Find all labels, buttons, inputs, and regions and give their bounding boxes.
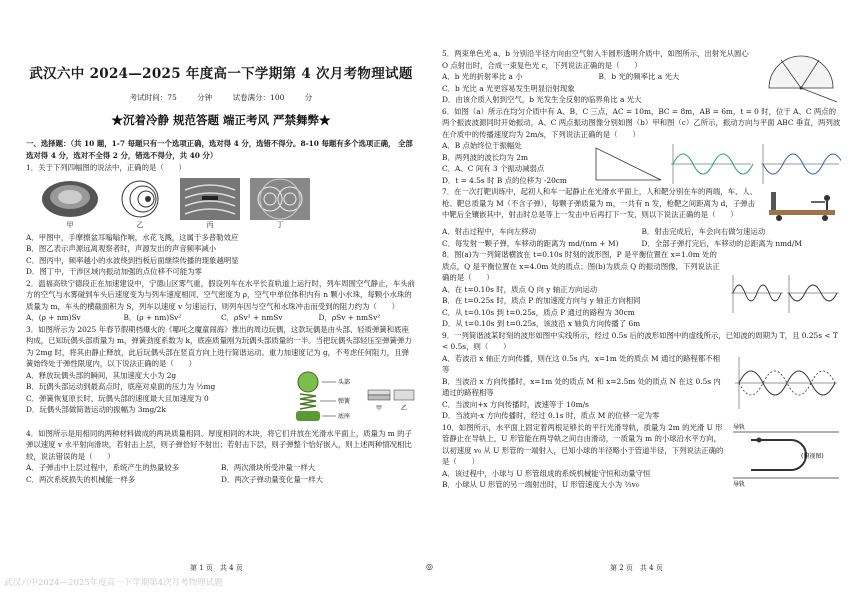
q1-figure-jia (40, 178, 100, 230)
left-page (0, 0, 430, 596)
q5-text (442, 48, 755, 106)
watermark: 武汉六中2024—2025年度高一下学期第4次月考物理试题 (4, 578, 223, 588)
q10-stem: 10．如图所示，水平面上固定着两根足够长的平行光滑导轨，质量为 2m 的光滑 U 形管静止在导轨上，U 形管能在两导轨之间自由滑动，一质量为 m 的小球沿水平方向，以初速度 v₀ 从 U 形管的一端射入，已知小球的半径略小于管道半径，下列说法正确的是（ ） (442, 422, 724, 466)
q1-figure-bing (180, 178, 240, 230)
binding-mark-icon: ◎ (426, 562, 433, 571)
q9-option-d: D．当波向-x 方向传播时，经过 0.1s 时，质点 M 的位移一定为零 (442, 411, 660, 420)
q1-option-c: C．图丙中，频率越小的水波绕到挡板后面继续传播的现象越明显 (26, 255, 239, 265)
q6-option-c: C．A、C 间有 3 个振动减弱点 (442, 164, 545, 173)
q4-options (26, 462, 416, 485)
q9-stem: 9．一列简谐波某时刻的波形如图中实线所示，经过 0.5s 后的波形如图中的虚线所示，已知波的周期为 T，且 0.25s < T < 0.5s，则（ ） (442, 330, 838, 351)
q2-option-b: B．(ρ + nm)Sv² (123, 313, 182, 322)
q3-option-c: C．弹簧恢复原长时，玩偶头部的速度最大且加速度为 0 (26, 393, 209, 403)
q6-stem: 6．如图（a）所示在均匀介质中有 A、B、C 三点，AC = 10m，BC = 8m，AB = 6m，t = 0 时，位于 A、C 两点的两个振波波源同时开始振动，A、C 两点振动图像分别如图（b）甲和图（c）乙所示，振动方向与平面 ABC 垂直，两列波在介质中的传播速度均为 2m/s，下列说法正确的是（ ） (442, 106, 841, 139)
q6-option-a: A．B 点始终位于振幅处 (442, 141, 522, 150)
q9-wave-figure (731, 353, 841, 411)
exam-time: 考试时间：75 分钟 (129, 93, 213, 102)
q8-block (442, 249, 841, 330)
q8-option-c: C．从 t=0.10s 到 t=0.25s，质点 P 通过的路程为 30cm (442, 307, 635, 317)
q10-label-rail-top: 导轨 (733, 423, 746, 431)
q7-stem: 7．在一次打靶训练中，起初人和车一起静止在光滑水平面上，人和靶分别在车的两端，车、人、枪、靶总质量为 M（不含子弹），每颗子弹质量为 m，一共有 n 发，枪靶之间距离为 d，子弹击中靶后全镶嵌其中，射击时总是等上一发击中后再打下一发，则以下说法正确的是（ ） (442, 187, 758, 219)
q4-option-b: B．两次滑块所受冲量一样大 (221, 463, 316, 472)
q1-option-b: B．图乙表示声源远离观察者时，声源发出的声音频率减小 (26, 244, 217, 253)
q9-option-c: C．当波向+x 方向传播时，波速等于 10m/s (442, 399, 589, 409)
page-number-right: 第 2 页 共 4 页 (610, 564, 663, 572)
q3-option-a: A．释放玩偶头部的瞬间，其加速度大小为 2g (26, 370, 177, 380)
q3-option-d: D．玩偶头部做简谐运动的振幅为 3mg/2k (26, 405, 166, 414)
q7-option-a: A．射击过程中，车向左移动 (442, 227, 537, 236)
q8-option-b: B．在 t=0.25s 时，质点 P 的加速度方向与 y 轴正方向相同 (442, 296, 641, 305)
q6-block (442, 140, 841, 186)
q10-option-a: A．该过程中，小球与 U 形管组成的系统机械能守恒和动量守恒 (442, 468, 651, 478)
q9-option-b: B．当波沿 x 方向传播时，x=1m 处的质点 M 和 x=2.5m 处的质点 N 在这 0.5s 内通过的路程相等 (442, 376, 721, 397)
q1-label-bing: 丙 (206, 220, 214, 229)
q3-body (26, 370, 416, 428)
q3-options (26, 370, 280, 428)
q2-options (26, 312, 416, 324)
q4-option-a: A．子弹击中上层过程中，系统产生的热量较多 (26, 463, 180, 472)
q1-label-yi: 乙 (136, 220, 144, 229)
q4-option-d: D．两次子弹动量变化量一样大 (221, 474, 324, 484)
q10-label-rail-bottom: 导轨 (733, 480, 746, 488)
q9-option-a: A．若波沿 x 轴正方向传播，则在这 0.5s 内，x=1m 处的质点 M 通过的路程都不相等 (442, 353, 721, 374)
q8-stem: 8．图(a)为一列简谐横波在 t=0.10s 时刻的波形图，P 是平衡位置在 x=1.0m 处的质点，Q 是平衡位置在 x=4.0m 处的质点；图(b)为质点 Q 的振动图像，下列说法正确的是（ ） (442, 250, 720, 282)
q7-options-row2 (442, 238, 841, 250)
q3-label-jia: 甲 (376, 404, 383, 412)
q9-block (442, 353, 841, 422)
q7-option-c: C．每发射一颗子弹，车移动的距离为 md/(nm + M) (442, 238, 619, 248)
spring-toy-figure (286, 370, 416, 428)
q4-stem: 4．如图所示是用相同的两种材料做成的两块质量相同、厚度相同的木块，将它们并放在光滑水平面上，质量为 m 的子弹以速度 v 水平射向滑块，若射击上层，则子弹恰好不射出；若射击下层，则子弹整个恰好嵌入，则上述两种情况相比较，说法错误的是（ ） (26, 428, 412, 461)
q1-label-jia: 甲 (66, 220, 74, 229)
q7-option-d: D．全部子弹打完后，车移动的总距离为 nmd/M (641, 238, 802, 248)
q3-label-yi: 乙 (401, 404, 408, 412)
q6-option-d: D．t = 4.5s 时 B 点的位移为 -20cm (442, 175, 567, 185)
q7-options-row1 (442, 226, 841, 238)
q5-option-c: C．b 光比 a 光更容易发生明显衍射现象 (442, 83, 575, 93)
q5-options-row1 (442, 71, 755, 83)
q4-option-c: C．两次系统损失的机械能一样多 (26, 474, 136, 484)
u-tube-figure (731, 422, 841, 488)
interference-icon (250, 178, 310, 220)
q3-stem: 3．如图所示为 2025 年春节假期档爆火的《哪吒之魔童闹海》推出的周边玩偶，这款玩偶是由头部、轻质弹簧和底座构成，已知玩偶头部质量为 m，弹簧劲度系数为 k，底座质量刚为玩偶头部质量的一半。当把玩偶头部轻压至弹簧弹力为 2mg 时，将其由静止释放，此后玩偶头部在竖直方向上进行简谐运动。重力加速度记为 g，不考虑任何阻力，且弹簧始终处于弹性限度内，以下说法正确的是（ ） (26, 324, 412, 368)
basin-image-icon (40, 178, 100, 220)
q10-text (442, 422, 725, 491)
q1-option-d: D．图丁中，干涉区域内振动加强的点位移不可能为零 (26, 267, 202, 276)
q1-option-a: A．甲图中，手摩擦盆耳嗡嗡作响，水花飞溅，这属于多普勒效应 (26, 232, 239, 242)
exam-score: 试卷满分：100 分 (232, 93, 313, 102)
q1-label-ding: 丁 (276, 220, 284, 229)
q8-option-d: D．从 t=0.10s 到 t=0.25s，该波沿 x 轴负方向传播了 6m (442, 319, 641, 328)
q9-options (442, 353, 725, 422)
q2-stem: 2．温福高铁宁德段正在加速建设中，宁德山区雾气重，假设列车在水平长直轨道上运行时，列车周围空气静止，车头前方的空气与水雾碰到车头后速度变为与列车速度相同，空气密度为 ρ，空气中单位体积内有 n 颗小水珠，每颗小水珠的质量为 m，车头的横截面积为 S，列车以速度 v 匀速运行，则列车因与空气和水珠冲击而受到的阻力约为（ ） (26, 278, 416, 311)
q2-option-a: A．(ρ + nm)Sv (26, 313, 81, 322)
q7-option-b: B．射击完成后，车会向右做匀速运动 (641, 227, 766, 236)
q5-option-d: D．由该介质入射到空气，b 光发生全反射的临界角比 a 光大 (442, 95, 642, 104)
q10-option-b: B．小球从 U 形管的另一端射出时，U 形管速度大小为 ⅔v₀ (442, 480, 639, 489)
q8-option-a: A．在 t=0.10s 时，质点 Q 向 y 轴正方向运动 (442, 284, 598, 294)
exam-slogan: ★沉着冷静 规范答题 端正考风 严禁舞弊★ (111, 113, 331, 127)
q10-label-topview: (俯视图) (801, 452, 824, 460)
q6-options (442, 140, 585, 186)
diffraction-icon (180, 178, 240, 220)
q5-stem: 5．两束单色光 a、b 分别沿半径方向由空气射入半圆形透明介质中，如图所示，出射光从圆心 O 点射出时，合成一束复色光 c，下列说法正确的是（ ） (442, 49, 749, 70)
doppler-waves-icon (110, 178, 170, 220)
exam-title: 武汉六中 2024—2025 年度高一下学期第 4 次月考物理试题 (29, 66, 413, 82)
target-cart-figure (765, 186, 841, 226)
q8-text (442, 249, 723, 330)
q10-block (442, 422, 841, 491)
q1-figures (40, 178, 416, 230)
q2-option-c: C．ρSv² + nmSv (221, 313, 283, 322)
q3-option-b: B．玩偶头部运动到最高点时，底座对桌面的压力为 ½mg (26, 382, 216, 391)
q3-label-spring: 弹簧 (338, 397, 351, 405)
right-page (430, 0, 861, 596)
page-number-left: 第 1 页 共 4 页 (190, 564, 243, 572)
semicircle-refraction-figure (761, 48, 841, 104)
q8-wave-figures (729, 271, 841, 323)
q6-figures (591, 140, 841, 186)
q7-block (442, 186, 841, 226)
q6-option-b: B．两列波的波长均为 2m (442, 152, 529, 162)
q1-figure-ding (250, 178, 310, 230)
q5-option-b: B．b 光的频率比 a 光大 (598, 72, 680, 81)
q5-block (442, 48, 841, 106)
section-heading: 一、选择题：（共 10 题，1-7 每题只有一个选项正确，选对得 4 分，选错不得分。8-10 每题有多个选项正确， 全部选对得 4 分，选对不全得 2 分，错选不得分，共 40 分） (26, 139, 413, 160)
q3-label-base: 底座 (338, 412, 351, 420)
exam-meta (26, 92, 416, 103)
q1-figure-yi (110, 178, 170, 230)
q5-option-a: A．b 光的折射率比 a 小 (442, 72, 523, 81)
q2-option-d: D．ρSv + nmSv² (318, 313, 381, 322)
q3-label-head: 头部 (338, 378, 351, 386)
q1-stem: 1．关于下列四幅图的说法中，正确的是（ ） (26, 163, 186, 172)
